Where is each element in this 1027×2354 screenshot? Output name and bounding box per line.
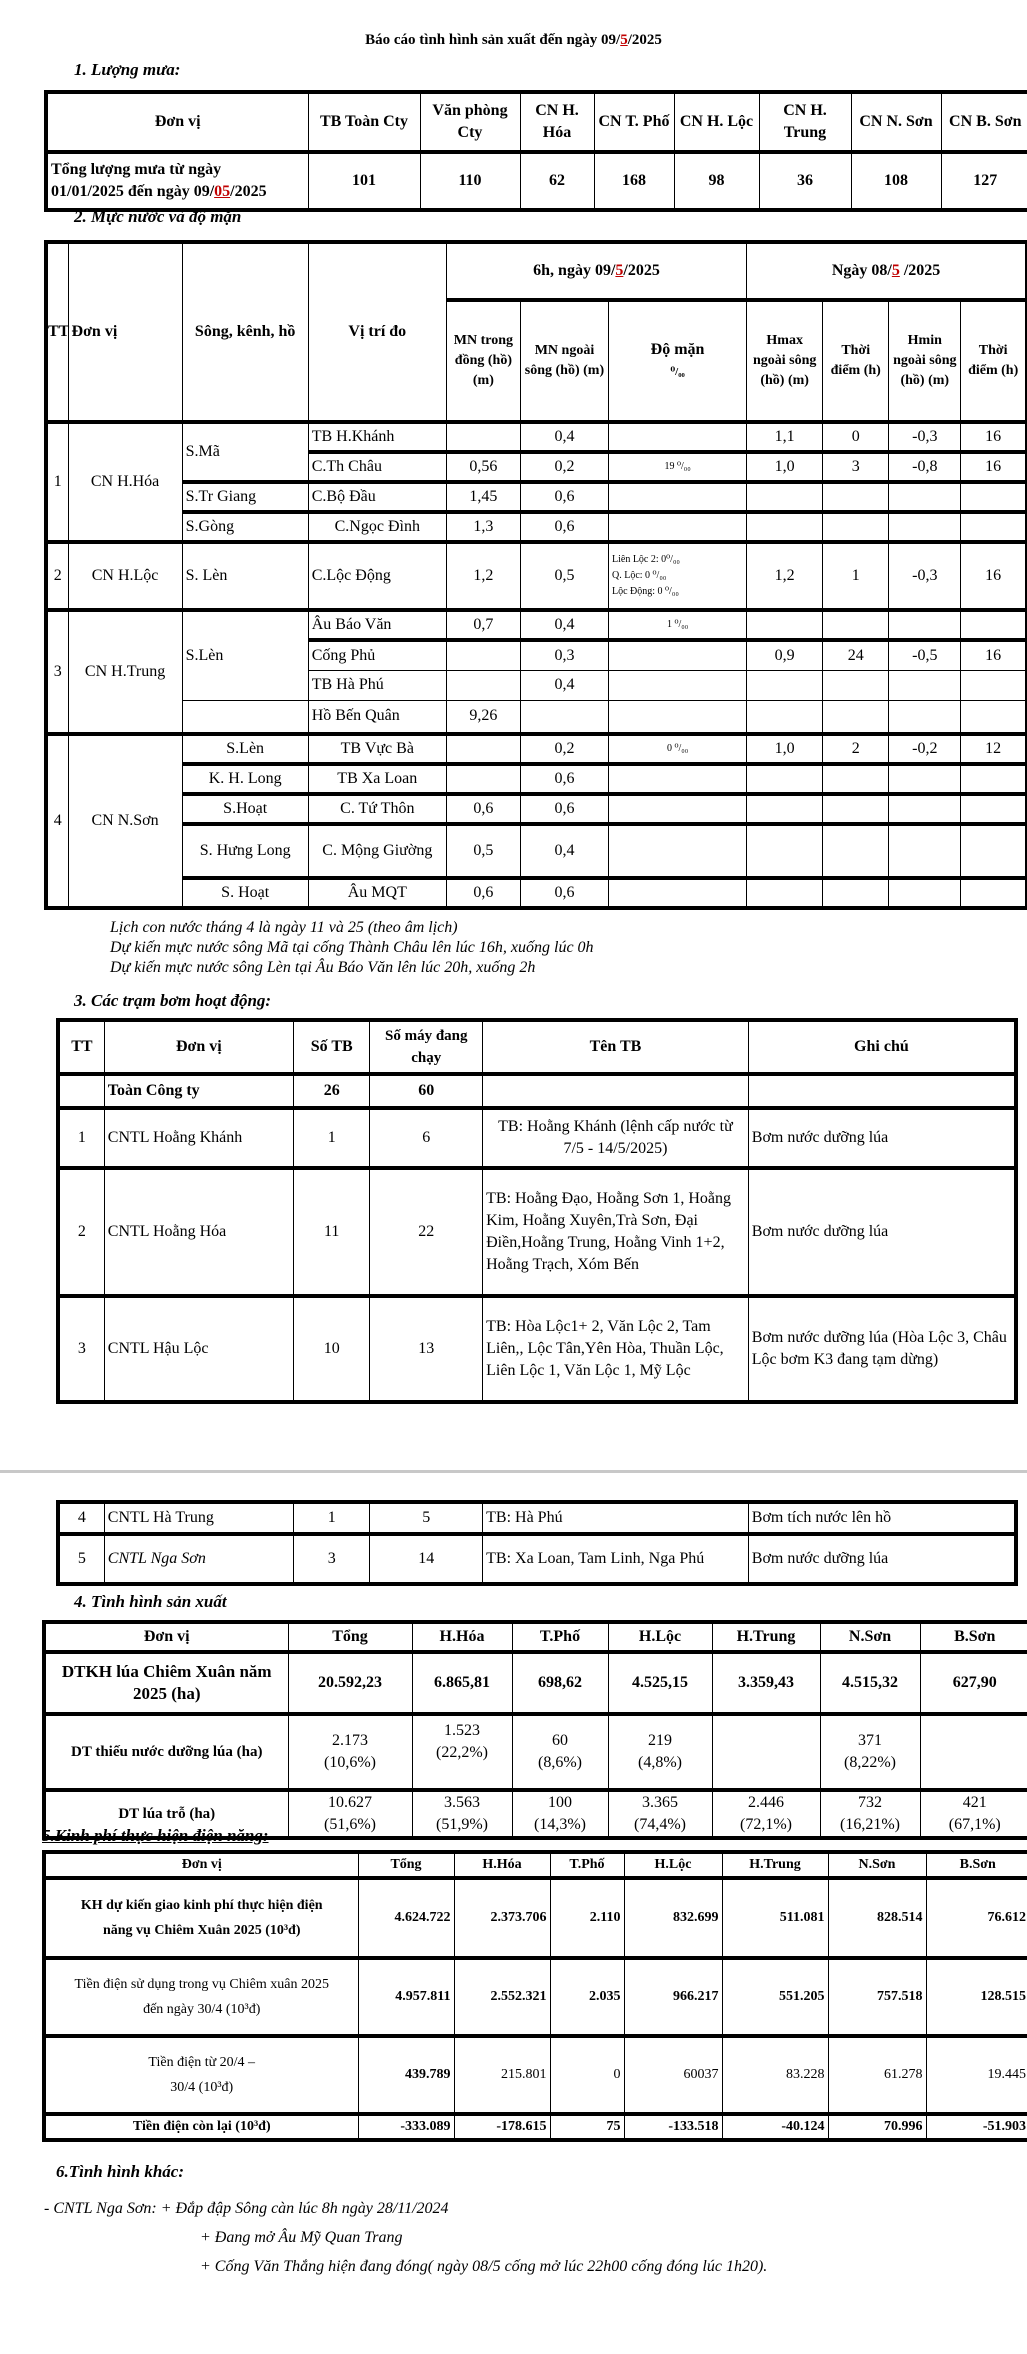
production-row: DT lúa trỗ (ha) 10.627 (51,6%) 3.563 (51,9%) 100 (14,3%) 3.365 (74,4%) 2.446 (72,1%) 732 (16,21%) 421 (67,1%) (44, 1790, 1027, 1838)
rain-header: CN H. Trung (759, 92, 851, 152)
water-header-hmin: Hmin ngoài sông (hồ) (m) (889, 300, 961, 422)
water-row: S. Hoạt Âu MQT 0,6 0,6 (46, 878, 1027, 908)
section-water-level-heading: 2. Mực nước và độ mặn (74, 207, 242, 226)
production-row: DT thiếu nước dưỡng lúa (ha) 2.173 (10,6%) 1.523 (22,2%) 60 (8,6%) 219 (4,8%) 371 (8,22%) (44, 1714, 1027, 1790)
water-level-table (44, 240, 1027, 910)
rain-value: 168 (594, 152, 674, 210)
power-row: Tiền điện còn lại (10³đ) -333.089 -178.615 75 -133.518 -40.124 70.996 -51.903 (44, 2114, 1027, 2140)
other-notes-continued: + Đang mở Âu Mỹ Quan Trang + Cống Văn Thắng hiện đang đóng( ngày 08/5 cống mở lúc 22h00 cống đóng lúc 1h20). (200, 2229, 768, 2275)
pump-total-row: Toàn Công ty 26 60 (58, 1074, 1016, 1108)
section-other-heading: 6.Tình hình khác: (56, 2162, 185, 2181)
rain-value: 98 (674, 152, 759, 210)
water-header-time2: Thời điểm (h) (961, 300, 1027, 422)
water-row: 4 CN N.Sơn S.Lèn TB Vực Bà 0,2 0 ⁰/₀₀ 1,0 2 -0,2 12 (46, 734, 1027, 764)
rain-header: Văn phòng Cty (420, 92, 520, 152)
rain-header: CN T. Phố (594, 92, 674, 152)
rain-header: CN B. Sơn (941, 92, 1027, 152)
report-title: Báo cáo tình hình sản xuất đến ngày 09/5/2025 (365, 32, 662, 48)
pump-row: 2 CNTL Hoằng Hóa 11 22 TB: Hoằng Đạo, Hoằng Sơn 1, Hoằng Kim, Hoằng Xuyên,Trà Sơn, Đại Điền,Hoằng Trung, Hoằng Vinh 1+2, Hoằng Trạch, Xóm Bến Bơm nước dưỡng lúa (58, 1168, 1016, 1296)
water-header-time1: Thời điểm (h) (823, 300, 889, 422)
water-header-unit: Đơn vị (68, 242, 182, 422)
pump-row: 3 CNTL Hậu Lộc 10 13 TB: Hòa Lộc1+ 2, Văn Lộc 2, Tam Liên,, Lộc Tân,Yên Hòa, Thuần Lộc, Liên Lộc 1, Văn Lộc 1, Mỹ Lộc Bơm nước dưỡng lúa (Hòa Lộc 3, Châu Lộc bơm K3 đang tạm dừng) (58, 1296, 1016, 1402)
power-row: Tiền điện từ 20/4 – 30/4 (10³đ) 439.789 215.801 0 60037 83.228 61.278 19.445 (44, 2036, 1027, 2114)
water-header-group-08: Ngày 08/5 /2025 (747, 242, 1027, 300)
rainfall-table (44, 90, 1027, 212)
rain-value: 62 (520, 152, 594, 210)
pump-row: 4 CNTL Hà Trung 1 5 TB: Hà Phú Bơm tích nước lên hồ (58, 1502, 1016, 1534)
page-break-divider (0, 1470, 1027, 1473)
rain-value: 127 (941, 152, 1027, 210)
water-row: 1 CN H.Hóa S.Mã TB H.Khánh 0,4 1,1 0 -0,3 16 (46, 422, 1027, 452)
rain-header: TB Toàn Cty (308, 92, 420, 152)
pump-stations-table-continued (56, 1500, 1018, 1586)
rain-header: CN H. Hóa (520, 92, 594, 152)
water-row: S.Gòng C.Ngọc Đình 1,3 0,6 (46, 512, 1027, 542)
water-header-hmax: Hmax ngoài sông (hồ) (m) (747, 300, 823, 422)
water-header-tt: TT (46, 242, 68, 422)
water-row: Hồ Bến Quân 9,26 (46, 700, 1027, 734)
section-power-heading: 5.Kinh phí thực hiện điện năng: (42, 1826, 269, 1845)
rain-header: Đơn vị (46, 92, 308, 152)
water-notes: Lịch con nước tháng 4 là ngày 11 và 25 (theo âm lịch) Dự kiến mực nước sông Mã tại cống Thành Châu lên lúc 16h, xuống lúc 0h Dự kiến mực nước sông Lèn tại Âu Báo Văn lên lúc 20h, xuống 2h (110, 919, 594, 976)
water-header-salinity: Độ mặn ⁰/₀₀ (609, 300, 747, 422)
power-row: KH dự kiến giao kinh phí thực hiện điện năng vụ Chiêm Xuân 2025 (10³đ) 4.624.722 2.373.706 2.110 832.699 511.081 828.514 76.612 (44, 1878, 1027, 1958)
water-header-location: Vị trí đo (308, 242, 446, 422)
pump-row: 5 CNTL Nga Sơn 3 14 TB: Xa Loan, Tam Linh, Nga Phú Bơm nước dưỡng lúa (58, 1534, 1016, 1584)
water-header-mn-ngoai: MN ngoài sông (hồ) (m) (520, 300, 608, 422)
water-row: C.Th Châu 0,56 0,2 19 ⁰/₀₀ 1,0 3 -0,8 16 (46, 452, 1027, 482)
production-row: DTKH lúa Chiêm Xuân năm 2025 (ha) 20.592,23 6.865,81 698,62 4.525,15 3.359,43 4.515,32 627,90 (44, 1652, 1027, 1714)
water-row: S.Hoạt C. Tứ Thôn 0,6 0,6 (46, 794, 1027, 824)
water-row: TB Hà Phú 0,4 (46, 670, 1027, 700)
water-row: K. H. Long TB Xa Loan 0,6 (46, 764, 1027, 794)
power-cost-table: Đơn vị Tổng H.Hóa T.Phố H.Lộc H.Trung N.Sơn B.Sơn KH dự kiến giao kinh phí thực hiện điện năng vụ Chiêm Xuân 2025 (10³đ) 4.624.722 2.373.706 2.110 832.699 511.081 828.514 76.612 Tiền điện sử dụng trong vụ Chiêm xuân 2025 đến ngày 30/4 (10³đ) 4.957.811 2.552.321 2.035 966.217 551.205 757.518 128.515 Tiền điện từ 20/4 – 30/4 (10³đ) 439.789 215.801 0 60037 83.228 61.278 19.445 Tiền điện còn lại (10³đ) -333.089 -178.615 75 -133.518 -40.124 70.996 -51.903 (42, 1850, 1027, 2142)
water-row: Cống Phủ 0,3 0,9 24 -0,5 16 (46, 640, 1027, 670)
rain-header: CN N. Sơn (851, 92, 941, 152)
pump-stations-table: TT Đơn vị Số TB Số máy đang chạy Tên TB Ghi chú Toàn Công ty 26 60 1 CNTL Hoằng Khánh 1 6 TB: Hoằng Khánh (lệnh cấp nước từ 7/5 - 14/5/2025) Bơm nước dưỡng lúa 2 CNTL Hoằng Hóa 11 22 TB: Hoằng Đạo, Hoằng Sơn 1, Hoằng Kim, Hoằng Xuyên,Trà Sơn, Đại Điền,Hoằng Trung, Hoằng Vinh 1+2, Hoằng Trạch, Xóm Bến Bơm nước dưỡng lúa 3 CNTL Hậu Lộc 10 13 TB: Hòa Lộc1+ 2, Văn Lộc 2, Tam Liên,, Lộc Tân,Yên Hòa, Thuần Lộc, Liên Lộc 1, Văn Lộc 1, Mỹ Lộc Bơm nước dưỡng lúa (Hòa Lộc 3, Châu Lộc bơm K3 đang tạm dừng) (56, 1018, 1018, 1404)
production-table: Đơn vị Tổng H.Hóa T.Phố H.Lộc H.Trung N.Sơn B.Sơn DTKH lúa Chiêm Xuân năm 2025 (ha) 20.592,23 6.865,81 698,62 4.525,15 3.359,43 4.515,32 627,90 DT thiếu nước dưỡng lúa (ha) 2.173 (10,6%) 1.523 (22,2%) 60 (8,6%) 219 (4,8%) 371 (8,22%) DT lúa trỗ (ha) 10.627 (51,6%) 3.563 (51,9%) 100 (14,3%) 3.365 (74,4%) 2.446 (72,1%) 732 (16,21%) 421 (67,1%) (42, 1620, 1027, 1840)
water-row: S.Tr Giang C.Bộ Đầu 1,45 0,6 (46, 482, 1027, 512)
water-header-mn-trong: MN trong đồng (hồ) (m) (446, 300, 520, 422)
section-pumps-heading: 3. Các trạm bơm hoạt động: (74, 991, 272, 1010)
rain-row-label: Tổng lượng mưa từ ngày 01/01/2025 đến ngày 09/05/2025 (46, 152, 308, 210)
water-row: 3 CN H.Trung S.Lèn Âu Báo Văn 0,7 0,4 1 ⁰/₀₀ (46, 610, 1027, 640)
section-production-heading: 4. Tình hình sản xuất (74, 1592, 227, 1611)
water-row: S. Hưng Long C. Mộng Giường 0,5 0,4 (46, 824, 1027, 878)
water-header-group-09: 6h, ngày 09/5/2025 (446, 242, 746, 300)
power-row: Tiền điện sử dụng trong vụ Chiêm xuân 2025 đến ngày 30/4 (10³đ) 4.957.811 2.552.321 2.035 966.217 551.205 757.518 128.515 (44, 1958, 1027, 2036)
rain-value: 36 (759, 152, 851, 210)
water-row: 2 CN H.Lộc S. Lèn C.Lộc Động 1,2 0,5 Liên Lộc 2: 0⁰/₀₀ Q. Lộc: 0 ⁰/₀₀ Lộc Động: 0 ⁰/₀₀ 1,2 1 -0,3 16 (46, 542, 1027, 610)
other-notes: - CNTL Nga Sơn: + Đắp đập Sông càn lúc 8h ngày 28/11/2024 (44, 2200, 449, 2217)
rain-value: 108 (851, 152, 941, 210)
water-header-river: Sông, kênh, hồ (182, 242, 308, 422)
rain-value: 110 (420, 152, 520, 210)
pump-row: 1 CNTL Hoằng Khánh 1 6 TB: Hoằng Khánh (lệnh cấp nước từ 7/5 - 14/5/2025) Bơm nước dưỡng lúa (58, 1108, 1016, 1168)
section-rainfall-heading: 1. Lượng mưa: (74, 60, 181, 79)
rain-header: CN H. Lộc (674, 92, 759, 152)
rain-value: 101 (308, 152, 420, 210)
